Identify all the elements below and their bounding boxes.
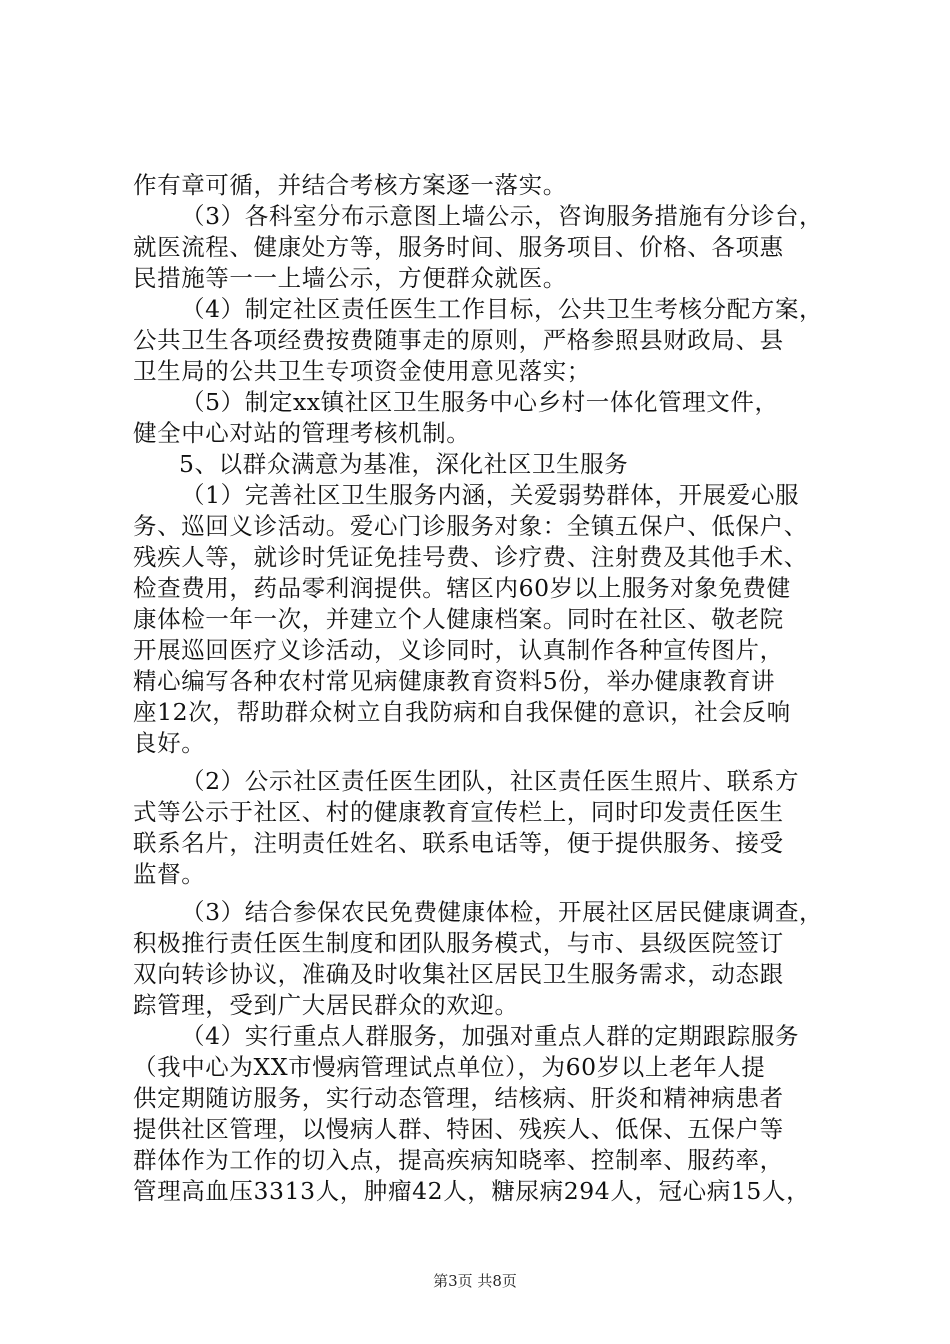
text-line: （我中心为XX市慢病管理试点单位），为60岁以上老年人提: [133, 1053, 766, 1081]
text-line: 群体作为工作的切入点，提高疾病知晓率、控制率、服药率，: [133, 1146, 784, 1174]
text-line: 良好。: [133, 729, 206, 757]
paragraph-3b-start: （3）结合参保农民免费健康体检，开展社区居民健康调查，: [181, 898, 824, 926]
text-line: 座12次，帮助群众树立自我防病和自我保健的意识，社会反响: [133, 698, 791, 726]
text-line: 监督。: [133, 860, 206, 888]
text-line: 作有章可循，并结合考核方案逐一落实。: [133, 171, 567, 199]
paragraph-5-start: （5）制定xx镇社区卫生服务中心乡村一体化管理文件，: [181, 388, 779, 416]
text-line: 精心编写各种农村常见病健康教育资料5份，举办健康教育讲: [133, 667, 776, 695]
paragraph-2-start: （2）公示社区责任医生团队，社区责任医生照片、联系方: [181, 767, 800, 795]
paragraph-3-start: （3）各科室分布示意图上墙公示，咨询服务措施有分诊台，: [181, 202, 824, 230]
text-line: 积极推行责任医生制度和团队服务模式，与市、县级医院签订: [133, 929, 784, 957]
text-line: 双向转诊协议，准确及时收集社区居民卫生服务需求，动态跟: [133, 960, 784, 988]
text-line: 卫生局的公共卫生专项资金使用意见落实；: [133, 357, 591, 385]
text-line: 踪管理，受到广大居民群众的欢迎。: [133, 991, 519, 1019]
paragraph-4b-start: （4）实行重点人群服务，加强对重点人群的定期跟踪服务: [181, 1022, 800, 1050]
text-line: 康体检一年一次，并建立个人健康档案。同时在社区、敬老院: [133, 605, 784, 633]
text-line: 式等公示于社区、村的健康教育宣传栏上，同时印发责任医生: [133, 798, 784, 826]
text-line: 健全中心对站的管理考核机制。: [133, 419, 471, 447]
paragraph-4-start: （4）制定社区责任医生工作目标，公共卫生考核分配方案，: [181, 295, 824, 323]
section-heading: 5、以群众满意为基准，深化社区卫生服务: [179, 450, 629, 478]
text-line: 提供社区管理，以慢病人群、特困、残疾人、低保、五保户等: [133, 1115, 784, 1143]
text-line: 就医流程、健康处方等，服务时间、服务项目、价格、各项惠: [133, 233, 784, 261]
text-line: 残疾人等，就诊时凭证免挂号费、诊疗费、注射费及其他手术、: [133, 543, 808, 571]
text-line: 管理高血压3313人，肿瘤42人，糖尿病294人，冠心病15人，: [133, 1177, 811, 1205]
page-footer: 第3页 共8页: [433, 1272, 517, 1290]
text-line: 检查费用，药品零利润提供。辖区内60岁以上服务对象免费健: [133, 574, 791, 602]
text-line: 供定期随访服务，实行动态管理，结核病、肝炎和精神病患者: [133, 1084, 784, 1112]
document-body: [133, 170, 833, 1207]
text-line: 公共卫生各项经费按费随事走的原则，严格参照县财政局、县: [133, 326, 784, 354]
paragraph-1-start: （1）完善社区卫生服务内涵，关爱弱势群体，开展爱心服: [181, 481, 800, 509]
text-line: 开展巡回医疗义诊活动，义诊同时，认真制作各种宣传图片，: [133, 636, 784, 664]
text-line: 务、巡回义诊活动。爱心门诊服务对象：全镇五保户、低保户、: [133, 512, 808, 540]
text-line: 民措施等一一上墙公示，方便群众就医。: [133, 264, 567, 292]
text-line: 联系名片，注明责任姓名、联系电话等，便于提供服务、接受: [133, 829, 784, 857]
